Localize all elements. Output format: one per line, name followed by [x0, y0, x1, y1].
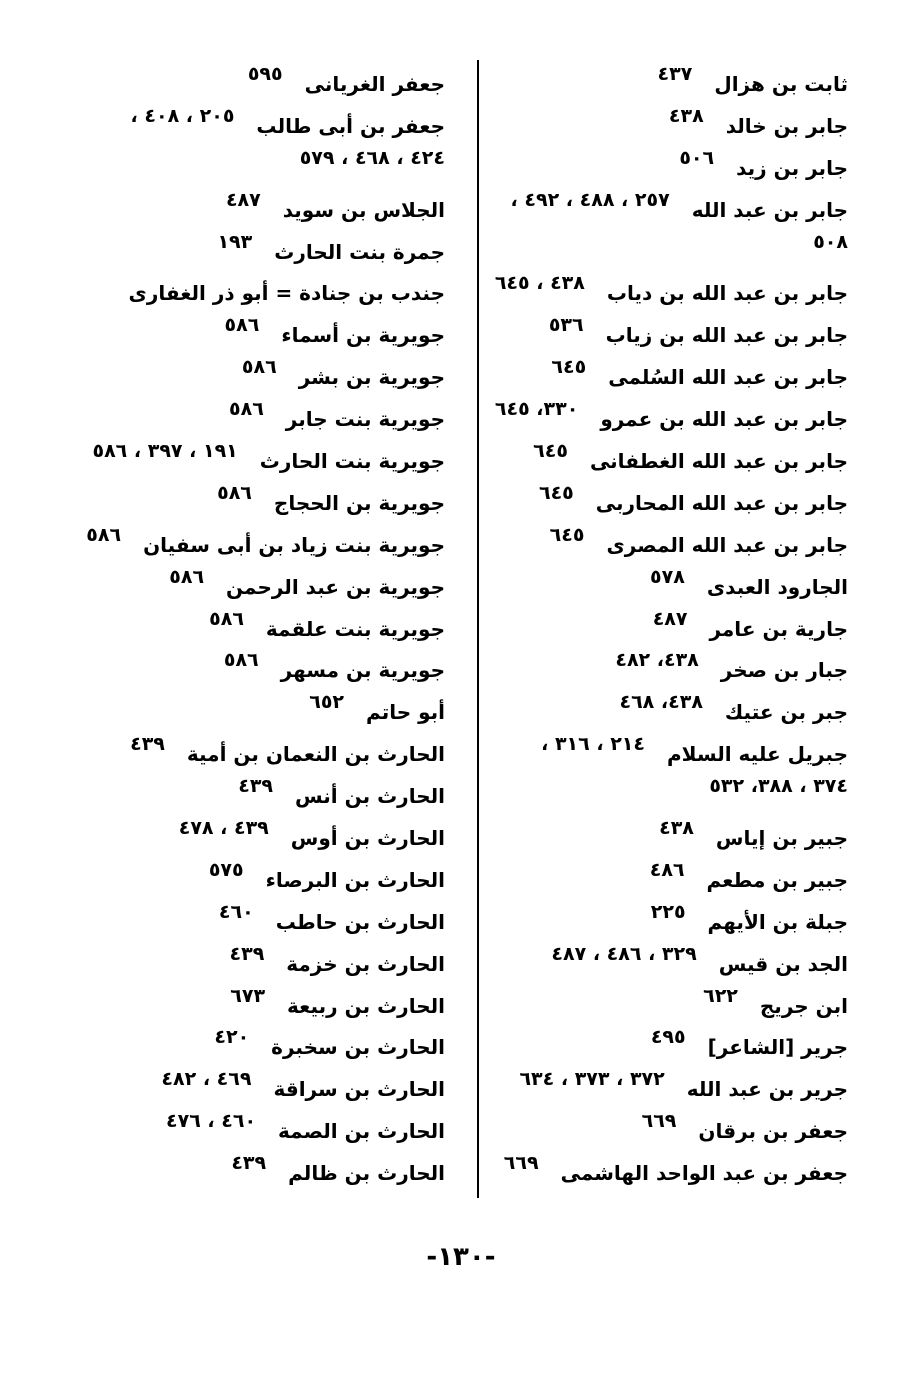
entry-name: جويرية بنت زياد بن أبى سفيان [143, 532, 445, 557]
index-entry [100, 1027, 445, 1069]
entry-name: جابر بن عبد الله السُلمى [608, 365, 848, 390]
index-entry [100, 1153, 445, 1195]
entry-name: ثابت بن هزال [714, 72, 848, 96]
entry-name: جويرية بن الحجاج [273, 490, 445, 515]
entry-name: أبو حاتم [366, 700, 445, 725]
entry-pages: ٤٣٨، ٤٨٢ [615, 649, 699, 672]
entry-pages: ٦٦٩ [641, 1110, 677, 1133]
index-entry [498, 944, 848, 986]
entry-name: الحارث بن البرصاء [265, 867, 445, 892]
entry-name: جبار بن صخر [720, 658, 848, 683]
entry-pages: ٢٢٥ [650, 900, 686, 923]
entry-name: جابر بن عبد الله بن دياب [606, 281, 848, 306]
index-entry [100, 148, 445, 190]
entry-pages: ٤٦٩ ، ٤٨٢ [161, 1068, 252, 1091]
entry-pages: ٣٣٠، ٦٤٥ [494, 398, 579, 421]
entry-pages: ٤٣٧ [657, 63, 693, 85]
column-divider [477, 60, 479, 1198]
entry-name: جابر بن خالد [725, 113, 848, 138]
entry-pages: ٥٧٨ [650, 565, 685, 588]
index-column-left [86, 63, 445, 1195]
entry-name: الحارث بن سخبرة [271, 1035, 445, 1060]
entry-name: جابر بن عبد الله المحاربى [595, 490, 848, 515]
entry-pages: ٤٨٦ [649, 858, 685, 881]
index-entry [498, 106, 848, 148]
entry-name: جابر بن عبد الله [691, 197, 848, 222]
entry-pages: ٤٣٨ [659, 817, 694, 840]
index-entry [92, 440, 445, 483]
entry-name: جبر بن عتيك [724, 700, 848, 725]
index-entry [100, 776, 445, 818]
entry-name: جويرية بنت الحارث [259, 449, 445, 474]
entry-name: جبلة بن الأيهم [707, 909, 848, 934]
entry-pages: ٢٥٧ ، ٤٨٨ ، ٤٩٢ ، [510, 188, 670, 211]
entry-name: جويرية بنت علقمة [265, 616, 445, 641]
entry-name: جابر بن عبد الله الغطفانى [589, 449, 848, 474]
entry-name: جبير بن إياس [715, 826, 848, 851]
entry-name: جمرة بنت الحارث [274, 239, 445, 264]
entry-pages: ٢١٤ ، ٣١٦ ، [541, 733, 645, 756]
entry-pages: ٣٧٢ ، ٣٧٣ ، ٦٣٤ [519, 1068, 665, 1091]
index-entry [498, 1111, 848, 1153]
entry-pages: ٥٨٦ [229, 398, 264, 421]
index-entry [100, 190, 445, 232]
entry-pages: ٥٨٦ [86, 523, 122, 546]
entry-pages: ٤٣٨ [668, 104, 704, 127]
index-entry [498, 190, 848, 232]
entry-pages: ٤٣٨ ، ٦٤٥ [494, 272, 585, 295]
entry-name: جويرية بن مسهر [280, 658, 445, 683]
index-entry [100, 1111, 445, 1153]
entry-pages: ٥٠٨ [813, 230, 848, 253]
entry-pages: ٣٧٤ ، ٣٨٨، ٥٣٢ [709, 775, 848, 798]
entry-name: جابر بن عبد الله بن عمرو [600, 407, 848, 432]
entry-pages: ٤٢٤ ، ٤٦٨ ، ٥٧٩ [299, 146, 445, 169]
entry-pages: ٤٦٠ ، ٤٧٦ [166, 1110, 257, 1133]
entry-name: جويرية بنت جابر [285, 407, 445, 432]
index-entry [100, 357, 445, 399]
entry-pages: ٥٧٥ [208, 858, 244, 881]
entry-pages: ٥٨٦ [217, 481, 252, 504]
entry-name: الحارث بن سراقة [273, 1077, 445, 1102]
index-entry [100, 609, 445, 651]
entry-pages: ٥٨٦ [223, 649, 259, 672]
entry-name: الحارث بن خزمة [286, 951, 445, 976]
entry-pages: ٥٨٦ [209, 607, 244, 630]
entry-pages: ٤٣٩ [231, 1152, 267, 1175]
index-entry [86, 523, 445, 567]
entry-name: جويرية بن عبد الرحمن [226, 574, 445, 599]
entry-name: الجد بن قيس [718, 951, 848, 976]
index-entry [100, 860, 445, 902]
page-number: -١٣٠- [426, 1242, 496, 1272]
entry-name: جويرية بن أسماء [281, 323, 445, 348]
entry-name: الحارث بن النعمان بن أمية [186, 742, 445, 767]
index-entry [498, 1153, 848, 1195]
entry-pages: ٣٢٩ ، ٤٨٦ ، ٤٨٧ [551, 942, 697, 965]
entry-pages: ٦٤٥ [538, 481, 574, 504]
entry-pages: ٥٣٦ [548, 314, 584, 337]
entry-name: جابر بن عبد الله المصرى [606, 532, 848, 557]
entry-pages: ٤٣٩ ، ٤٧٨ [178, 817, 269, 840]
entry-pages: ٤٣٨، ٤٦٨ [619, 691, 703, 714]
entry-pages: ٤٨٧ [652, 607, 688, 630]
entry-pages: ٦٤٥ [549, 523, 585, 546]
entry-name: الحارث بن أنس [295, 784, 445, 809]
entry-pages: ٤٩٥ [650, 1026, 686, 1049]
entry-name: جعفر الغريانى [304, 72, 445, 96]
index-entry [100, 650, 445, 692]
entry-name: الجلاس بن سويد [282, 197, 445, 222]
entry-name: جابر بن زيد [736, 155, 848, 180]
entry-pages: ٤٣٩ [229, 942, 265, 965]
entry-name: الحارث بن ظالم [288, 1161, 445, 1186]
entry-name: الحارث بن الصمة [278, 1119, 445, 1144]
entry-pages: ١٩٣ [217, 230, 253, 253]
index-entry [100, 986, 445, 1028]
entry-name: الجارود العبدى [706, 574, 848, 599]
entry-pages: ٢٠٥ ، ٤٠٨ ، [130, 104, 235, 127]
entry-pages: ٦٥٢ [309, 691, 345, 714]
entry-name: جعفر بن عبد الواحد الهاشمى [560, 1161, 848, 1186]
entry-name: الحارث بن أوس [290, 826, 445, 851]
index-column-right [494, 63, 848, 1195]
entry-pages: ٤٨٧ [225, 188, 261, 211]
index-entry [100, 483, 445, 525]
entry-name: جابر بن عبد الله بن زياب [605, 323, 848, 348]
entry-pages: ٥٨٦ [169, 565, 205, 588]
entry-name: ابن جريج [759, 993, 848, 1018]
entry-name: جرير [الشاعر] [707, 1035, 848, 1060]
entry-pages: ٤٦٠ [218, 900, 254, 923]
entry-pages: ٤٢٠ [214, 1026, 250, 1049]
entry-name: جعفر بن أبى طالب [256, 113, 445, 138]
index-entry [100, 944, 445, 986]
index-entry [100, 273, 445, 315]
index-entry [100, 902, 445, 944]
entry-name: جبريل عليه السلام [667, 742, 848, 767]
entry-name: الحارث بن ربيعة [287, 993, 445, 1018]
entry-pages: ٦٢٢ [703, 984, 738, 1007]
entry-name: جعفر بن برقان [698, 1119, 848, 1144]
entry-pages: ٦٦٩ [503, 1152, 539, 1175]
entry-pages: ٤٣٩ [130, 733, 165, 756]
entry-pages: ٥٨٦ [241, 356, 277, 379]
entry-pages: ١٩١ ، ٣٩٧ ، ٥٨٦ [92, 440, 238, 463]
entry-pages: ٦٧٣ [230, 984, 266, 1007]
entry-name: جويرية بن بشر [298, 365, 445, 390]
entry-pages: ٦٤٥ [533, 440, 568, 463]
entry-pages: ٦٤٥ [551, 356, 587, 379]
entry-name: جبير بن مطعم [706, 867, 848, 892]
entry-name: جندب بن جنادة = أبو ذر الغفارى [128, 281, 445, 306]
entry-name: جرير بن عبد الله [686, 1077, 848, 1102]
index-entry [100, 818, 445, 860]
index-entry [100, 567, 445, 609]
entry-pages: ٥٠٦ [679, 146, 715, 169]
entry-pages: ٥٨٦ [224, 314, 260, 337]
entry-name: جارية بن عامر [709, 616, 848, 641]
index-entry [100, 1069, 445, 1111]
entry-pages: ٥٩٥ [247, 63, 283, 85]
entry-pages: ٤٣٩ [238, 775, 274, 798]
entry-name: الحارث بن حاطب [275, 909, 445, 934]
index-entry [100, 232, 445, 274]
